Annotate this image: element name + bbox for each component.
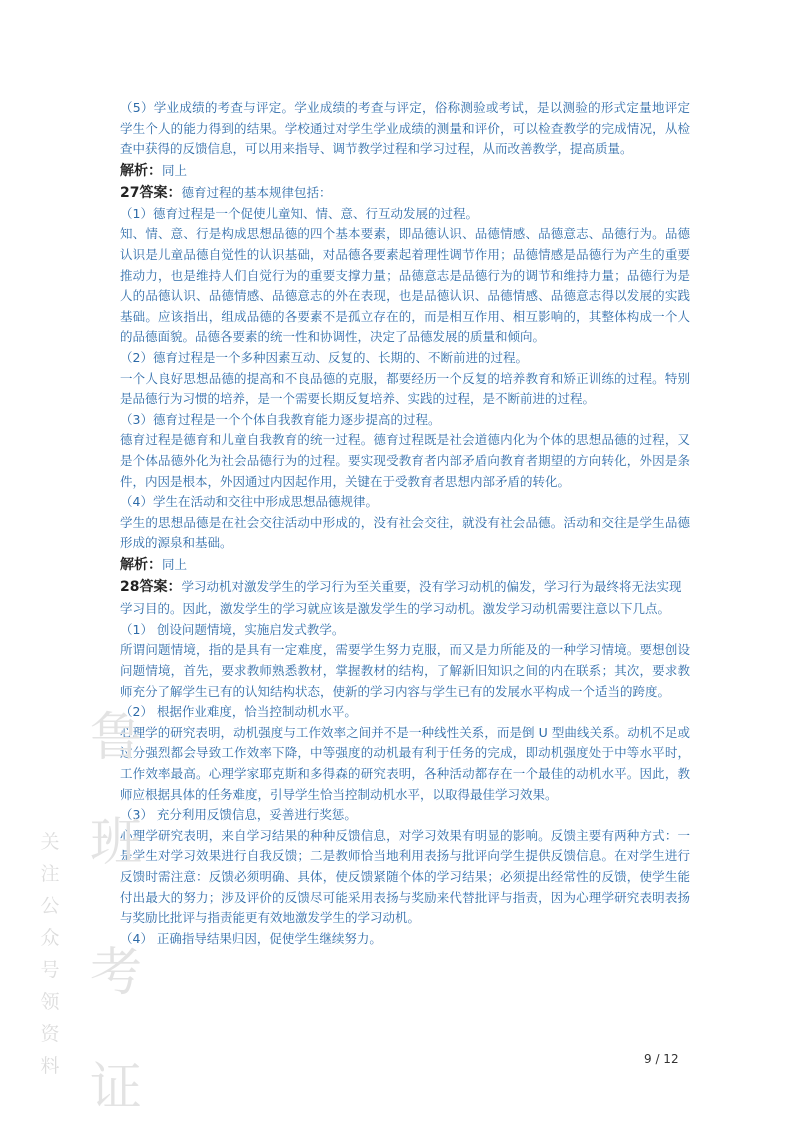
paragraph: （1）德育过程是一个促使儿童知、情、意、行互动发展的过程。 <box>120 205 478 221</box>
answer-value: 德育过程的基本规律包括： <box>181 184 332 200</box>
analysis-line <box>120 160 690 182</box>
analysis-label: 解析： <box>120 162 162 179</box>
analysis-label: 解析： <box>120 556 162 573</box>
watermark-char-2: 班 <box>90 813 143 873</box>
paragraph: （2）德育过程是一个多种因素互动、反复的、长期的、不断前进的过程。 <box>120 349 528 365</box>
paragraph: （4）学生在活动和交往中形成思想品德规律。 <box>120 494 378 510</box>
paragraph: 所谓问题情境，指的是具有一定难度，需要学生努力克服，而又是力所能及的一种学习情境。要想创设问题情境，首先，要求教师熟悉教材，掌握教材的结构，了解新旧知识之间的内在联系；其次，要求教师充分了解学生已有的认知结构状态，使新的学习内容与学生已有的发展水平构成一个适当的跨度。 <box>120 642 690 699</box>
answer-label: 答案： <box>139 578 182 595</box>
paragraph: 心理学的研究表明，动机强度与工作效率之间并不是一种线性关系，而是倒 U 型曲线关系。动机不足或过分强烈都会导致工作效率下降，中等强度的动机最有利于任务的完成，即动机强度处于中等水平时，工作效率最高。心理学家耶克斯和多得森的研究表明，各种活动都存在一个最佳的动机水平。因此，教师应根据具体的任务难度，引导学生恰当控制动机水平，以取得最佳学习效果。 <box>120 724 690 802</box>
watermark-vertical-text <box>40 826 60 1082</box>
paragraph: 一个人良好思想品德的提高和不良品德的克服，都要经历一个反复的培养教育和矫正训练的过程。特别是品德行为习惯的培养，是一个需要长期反复培养、实践的过程，是不断前进的过程。 <box>120 370 690 407</box>
watermark-char: 关 <box>40 831 60 853</box>
paragraph: （1） 创设问题情境，实施启发式教学。 <box>120 621 345 637</box>
answer-line <box>120 576 690 620</box>
watermark-char: 众 <box>40 927 60 949</box>
answer-label: 答案： <box>139 184 182 201</box>
page-number: 9 / 12 <box>644 1052 679 1066</box>
paragraph: 德育过程是德育和儿童自我教育的统一过程。德育过程既是社会道德内化为个体的思想品德的过程，又是个体品德外化为社会品德行为的过程。要实现受教育者内部矛盾向教育者期望的方向转化，外因是条件，内因是根本，外因通过内因起作用，关键在于受教育者思想内部矛盾的转化。 <box>120 432 690 489</box>
watermark-char-4: 证 <box>90 1058 143 1118</box>
analysis-value: 同上 <box>162 162 188 178</box>
paragraph: （2） 根据作业难度，恰当控制动机水平。 <box>120 704 357 720</box>
paragraph: 知、情、意、行是构成思想品德的四个基本要素，即品德认识、品德情感、品德意志、品德行为。品德认识是儿童品德自觉性的认识基础，对品德各要素起着理性调节作用；品德情感是品德行为产生的重要推动力，也是维持人们自觉行为的重要支撑力量；品德意志是品德行为的调节和维持力量；品德行为是人的品德认识、品德情感、品德意志的外在表现，也是品德认识、品德情感、品德意志得以发展的实践基础。应该指出，组成品德的各要素不是孤立存在的，而是相互作用、相互影响的，其整体构成一个人的品德面貌。品德各要素的统一性和协调性，决定了品德发展的质量和倾向。 <box>120 226 690 345</box>
analysis-line <box>120 554 690 576</box>
watermark-char: 号 <box>40 959 60 981</box>
watermark-char: 料 <box>40 1055 60 1077</box>
page-content <box>120 98 690 949</box>
paragraph: 心理学研究表明，来自学习结果的种种反馈信息，对学习效果有明显的影响。反馈主要有两种方式：一是学生对学习效果进行自我反馈；二是教师恰当地利用表扬与批评向学生提供反馈信息。在对学生进行反馈时需注意：反馈必须明确、具体，使反馈紧随个体的学习结果；必须提出经常性的反馈，使学生能付出最大的努力；涉及评价的反馈尽可能采用表扬与奖励来代替批评与指责，因为心理学研究表明表扬与奖励比批评与指责能更有效地激发学生的学习动机。 <box>120 827 690 926</box>
paragraph: （4） 正确指导结果归因，促使学生继续努力。 <box>120 930 382 946</box>
answer-value: 学习动机对激发学生的学习行为至关重要，没有学习动机的偏发，学习行为最终将无法实现学习目的。因此，激发学生的学习就应该是激发学生的学习动机。激发学习动机需要注意以下几点。 <box>120 578 682 616</box>
watermark-char-3: 考 <box>90 943 143 1003</box>
watermark-char: 注 <box>40 863 60 885</box>
question-number: 27 <box>120 184 140 201</box>
question-number: 28 <box>120 578 140 595</box>
paragraph: （3）德育过程是一个个体自我教育能力逐步提高的过程。 <box>120 411 441 427</box>
watermark-char-1: 鲁 <box>90 708 143 768</box>
paragraph: （5）学业成绩的考查与评定。学业成绩的考查与评定，俗称测验或考试，是以测验的形式定量地评定学生个人的能力得到的结果。学校通过对学生学业成绩的测量和评价，可以检查教学的完成情况，从检查中获得的反馈信息，可以用来指导、调节教学过程和学习过程，从而改善教学，提高质量。 <box>120 100 690 157</box>
watermark-char: 领 <box>40 991 60 1013</box>
watermark-char: 公 <box>40 895 60 917</box>
watermark-char: 资 <box>40 1023 60 1045</box>
paragraph: 学生的思想品德是在社会交往活动中形成的，没有社会交往，就没有社会品德。活动和交往是学生品德形成的源泉和基础。 <box>120 514 690 551</box>
analysis-value: 同上 <box>162 556 188 572</box>
paragraph: （3） 充分利用反馈信息，妥善进行奖惩。 <box>120 807 357 823</box>
answer-line <box>120 182 690 204</box>
